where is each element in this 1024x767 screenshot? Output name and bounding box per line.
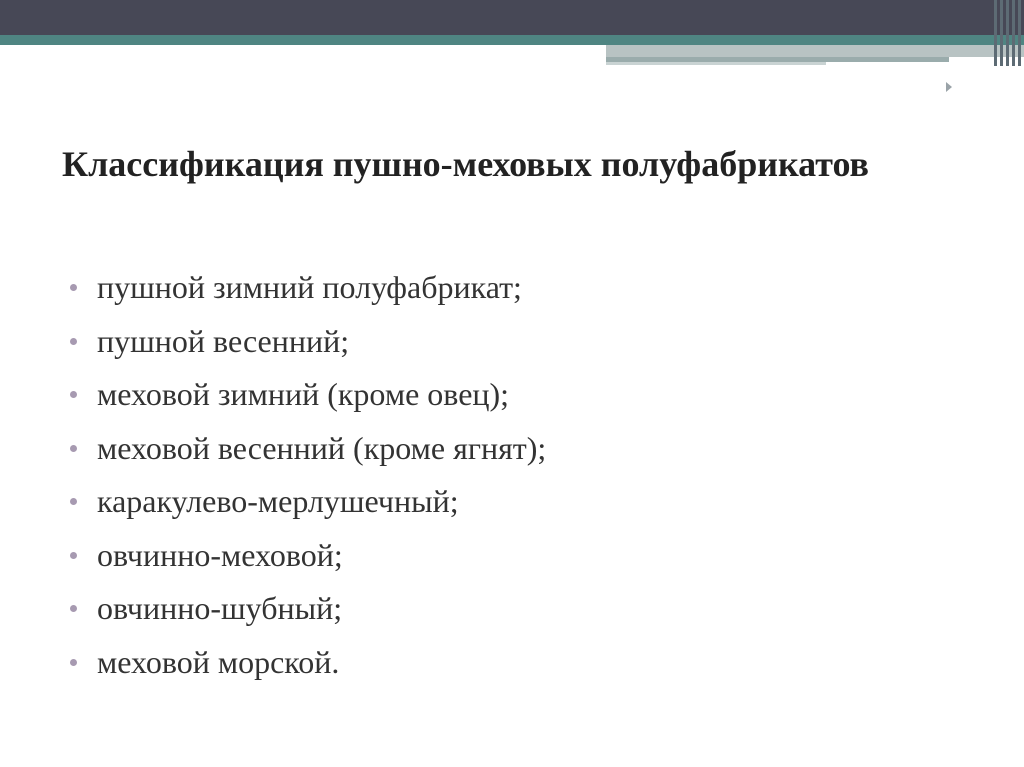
stripe	[1012, 0, 1015, 66]
list-item-text: пушной весенний;	[97, 322, 350, 359]
bullet-icon	[70, 605, 77, 612]
header-band-teal	[0, 35, 1024, 45]
list-item	[70, 582, 546, 636]
list-item	[70, 529, 546, 583]
bullet-icon	[70, 391, 77, 398]
header-stripes	[994, 0, 1024, 66]
bullet-icon	[70, 552, 77, 559]
list-item	[70, 422, 546, 476]
stripe	[1000, 0, 1003, 66]
bullet-icon	[70, 445, 77, 452]
list-item	[70, 368, 546, 422]
bullet-list	[70, 261, 546, 689]
stripe	[1018, 0, 1021, 66]
list-item-text: меховой весенний (кроме ягнят);	[97, 429, 547, 466]
bullet-icon	[70, 498, 77, 505]
slide-title: Классификация пушно-меховых полуфабрикатов	[62, 144, 869, 184]
list-item-text: каракулево-мерлушечный;	[97, 483, 459, 520]
list-item	[70, 315, 546, 369]
header-band-dark	[0, 0, 1024, 35]
bullet-icon	[70, 659, 77, 666]
bullet-icon	[70, 284, 77, 291]
list-item-text: овчинно-шубный;	[97, 590, 343, 627]
header-band-grey	[606, 45, 1024, 57]
stripe	[1006, 0, 1009, 66]
stripe	[994, 0, 997, 66]
triangle-marker-icon	[946, 82, 952, 92]
list-item	[70, 261, 546, 315]
list-item-text: меховой зимний (кроме овец);	[97, 376, 510, 413]
list-item	[70, 475, 546, 529]
list-item-text: меховой морской.	[97, 643, 340, 680]
list-item-text: овчинно-меховой;	[97, 536, 343, 573]
list-item	[70, 636, 546, 690]
bullet-icon	[70, 338, 77, 345]
header-band-grey-thin-2	[606, 62, 826, 65]
list-item-text: пушной зимний полуфабрикат;	[97, 269, 522, 306]
